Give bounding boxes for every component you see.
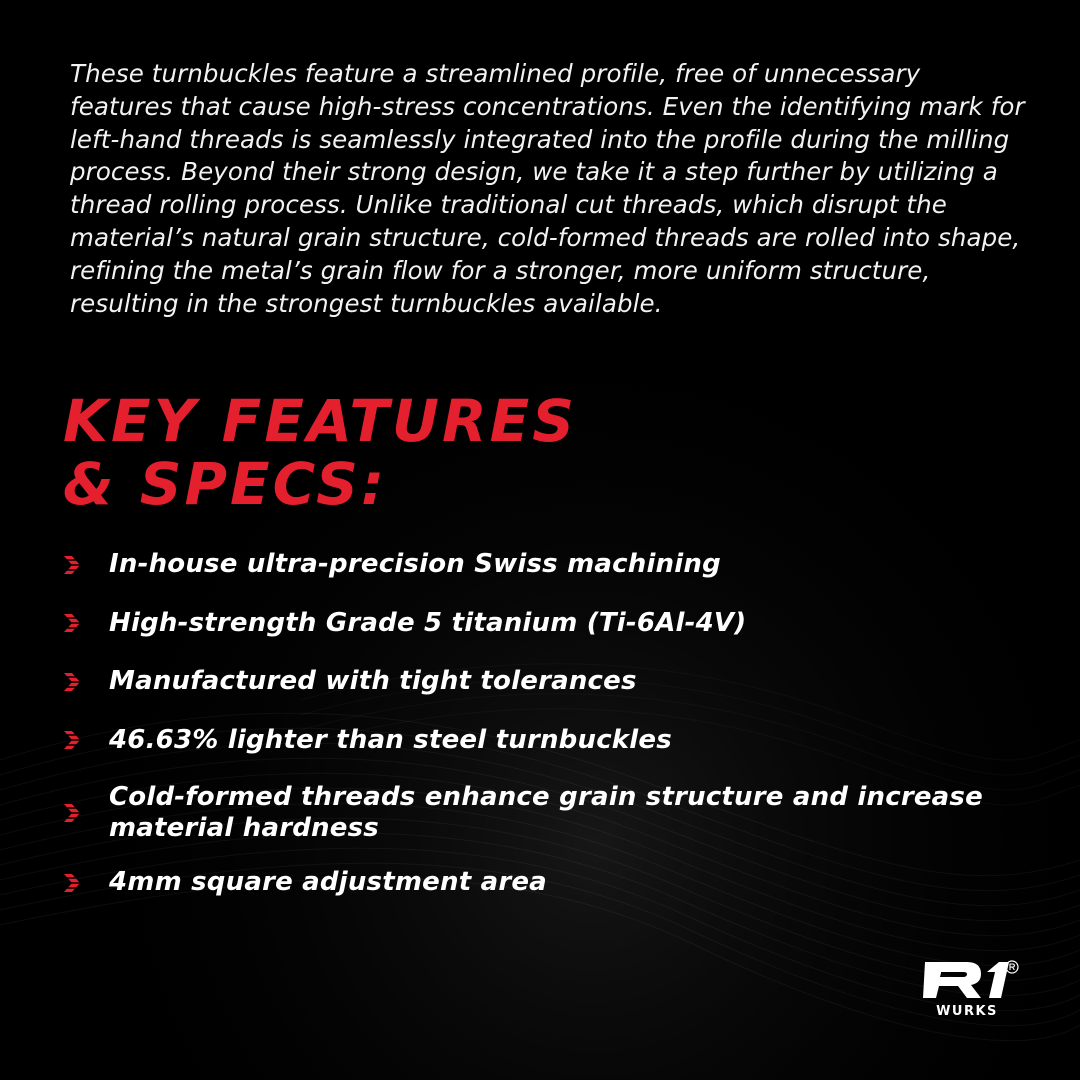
brand-logo: [921, 958, 1025, 1024]
logo-wordmark: WURKS: [936, 1004, 998, 1019]
heading-line-1: KEY FEATURES: [63, 387, 578, 455]
chevron-right-icon: [60, 801, 84, 825]
chevron-right-icon: [60, 728, 84, 752]
list-item: [60, 866, 1020, 899]
feature-text: 46.63% lighter than steel turnbuckles: [109, 724, 672, 755]
registered-icon: [1005, 960, 1019, 974]
intro-paragraph: These turnbuckles feature a streamlined profile, free of unnecessary features that cause high-stress concentrations. Even the identifying mark for left-hand threads is seamlessly integrated into the profile during the milling process. Beyond their strong design, we take it a step further by utilizing a thread rolling process. Unlike traditional cut threads, which disrupt the material’s natural grain structure, cold-formed threads are rolled into shape, refining the metal’s grain flow for a stronger, more uniform structure, resulting in the strongest turnbuckles available.: [70, 59, 1025, 318]
chevron-right-icon: [60, 611, 84, 635]
heading-line-2: & SPECS:: [63, 450, 388, 518]
feature-text: Manufactured with tight tolerances: [109, 666, 637, 696]
list-item: [60, 665, 1020, 698]
feature-text: High-strength Grade 5 titanium (Ti-6Al-4V): [109, 607, 747, 638]
list-item: [60, 782, 1020, 844]
feature-list: [60, 548, 1020, 925]
list-item: [60, 548, 1020, 581]
chevron-right-icon: [60, 871, 84, 895]
feature-text: 4mm square adjustment area: [109, 867, 547, 897]
feature-text: In-house ultra-precision Swiss machining: [109, 549, 721, 579]
feature-text: Cold-formed threads enhance grain structure and increase material hardness: [109, 782, 983, 843]
chevron-right-icon: [60, 670, 84, 694]
list-item: [60, 724, 1020, 757]
list-item: [60, 607, 1020, 640]
section-heading: [63, 387, 823, 518]
chevron-right-icon: [60, 553, 84, 577]
r1-logo-mark: [921, 958, 1011, 1002]
